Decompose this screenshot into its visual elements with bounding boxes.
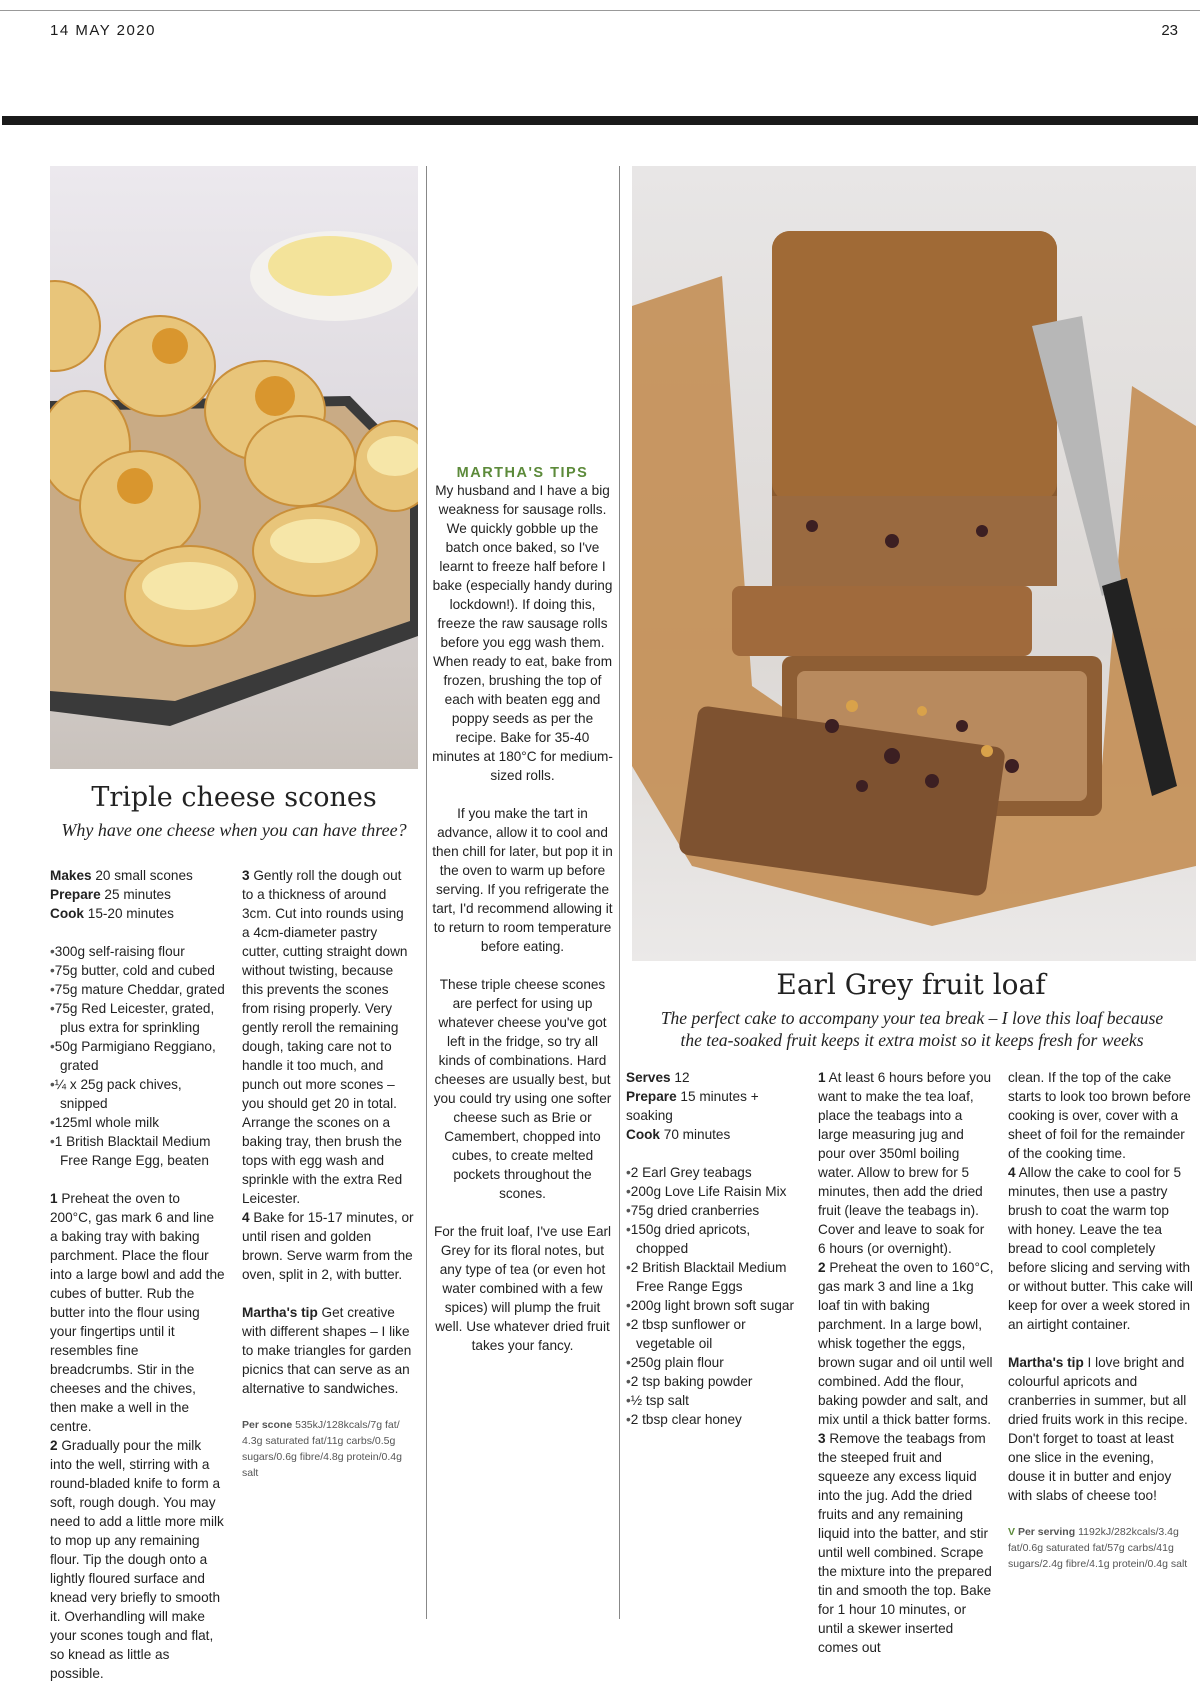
scones-makes: Makes 20 small scones [50, 868, 193, 883]
tips-paragraph-1: My husband and I have a big weakness for sausage rolls. We quickly gobble up the batch once baked, so I've learnt to freeze half before I bake (especially handy during lockdown!). If doing this, freeze the raw sausage rolls before you egg wash them. When ready to eat, bake from frozen, brushing the top of each with beaten egg and poppy seeds as per the recipe. Bake for 35-40 minutes at 180°C for medium-sized rolls. [432, 483, 613, 783]
loaf-step-1: 1 At least 6 hours before you want to make the tea loaf, place the teabags into a large measuring jug and pour over 350ml boiling water. Allow to brew for 5 minutes, then add the dried fruit (leave the teabags in). Cover and leave to soak for 6 hours (or overnight). [818, 1070, 992, 1256]
marthas-tips [432, 465, 613, 1355]
loaf-serves: Serves 12 [626, 1070, 690, 1085]
ingredient: • 2 tsp baking powder [626, 1372, 804, 1391]
ingredient: • 200g light brown soft sugar [626, 1296, 804, 1315]
scones-step-1: 1 Preheat the oven to 200°C, gas mark 6 and line a baking tray with baking parchment. Place the flour into a large bowl and add the cubes of butter. Rub the butter into the flour using your fingertips until it resembles fine breadcrumbs. Stir in the cheeses and the chives, then make a well in the centre. [50, 1191, 225, 1434]
scones-title: Triple cheese scones [91, 782, 377, 813]
tips-paragraph-2: If you make the tart in advance, allow it to cool and then chill for later, but pop it in the oven to warm up before serving. If you refrigerate the tart, I'd recommend allowing it to return to room temperature before eating. [432, 806, 613, 954]
loaf-column-2 [818, 1068, 994, 1657]
scones-ingredient-list [50, 942, 225, 1170]
ingredient: • 150g dried apricots, chopped [626, 1220, 804, 1258]
scones-step-4: 4 Bake for 15-17 minutes, or until risen and golden brown. Serve warm from the oven, split in 2, with butter. [242, 1210, 414, 1282]
ingredient: • 75g butter, cold and cubed [50, 961, 225, 980]
loaf-step-3-continued: clean. If the top of the cake starts to look too brown before cooking is over, cover with a sheet of foil for the remainder of the cooking time. [1008, 1070, 1191, 1161]
vegetarian-mark: V [1008, 1526, 1016, 1538]
loaf-tip: Martha's tip I love bright and colourful apricots and cranberries in summer, but all dried fruits work in this recipe. Don't forget to toast at least one slice in the evening, douse it in butter and enjoy with slabs of cheese too! [1008, 1355, 1188, 1503]
scones-step-2: 2 Gradually pour the milk into the well, stirring with a round-bladed knife to form a soft, rough dough. You may need to add a little more milk to mop up any remaining flour. Tip the dough onto a lightly floured surface and knead very briefly to smooth it. Overhandling will make your scones tough and flat, so knead as little as possible. [50, 1438, 224, 1681]
page-number: 23 [1161, 22, 1178, 39]
loaf-column-3 [1008, 1068, 1194, 1572]
loaf-standfirst: The perfect cake to accompany your tea break – I love this loaf because the tea-soaked fruit keeps it extra moist so it keeps fresh for weeks [660, 1008, 1164, 1050]
loaf-ingredient-list [626, 1163, 804, 1429]
loaf-cook: Cook 70 minutes [626, 1127, 731, 1142]
tips-heading: MARTHA'S TIPS [456, 465, 589, 481]
ingredient: • 125ml whole milk [50, 1113, 225, 1132]
ingredient: • 75g Red Leicester, grated, plus extra for sprinkling [50, 999, 225, 1037]
ingredient: • 200g Love Life Raisin Mix [626, 1182, 804, 1201]
ingredient: • 250g plain flour [626, 1353, 804, 1372]
ingredient: • 300g self-raising flour [50, 942, 225, 961]
scones-standfirst: Why have one cheese when you can have three? [61, 820, 407, 840]
top-rule [0, 10, 1200, 11]
scones-column-2 [242, 866, 414, 1481]
scones-illustration [50, 166, 418, 769]
column-rule-right [619, 166, 620, 1619]
ingredient: • 2 tbsp sunflower or vegetable oil [626, 1315, 804, 1353]
ingredient: • 2 Earl Grey teabags [626, 1163, 804, 1182]
scones-nutrition: Per scone 535kJ/128kcals/7g fat/ 4.3g saturated fat/11g carbs/0.5g sugars/0.6g fibre/4.8g protein/0.4g salt [242, 1419, 402, 1479]
scones-step-3: 3 Gently roll the dough out to a thickness of around 3cm. Cut into rounds using a 4cm-diameter pastry cutter, cutting straight down without twisting, because this prevents the scones from rising properly. Very gently reroll the remaining dough, taking care not to handle it too much, and punch out more scones – you should get 20 in total. Arrange the scones on a baking tray, then brush the tops with egg wash and sprinkle with the extra Red Leicester. [242, 868, 408, 1206]
ingredient: • ½ tsp salt [626, 1391, 804, 1410]
fruit-loaf-photo [632, 166, 1196, 961]
scones-prepare: Prepare 25 minutes [50, 887, 171, 902]
loaf-prepare: Prepare 15 minutes + soaking [626, 1089, 759, 1123]
issue-date: 14 MAY 2020 [50, 22, 157, 39]
ingredient: • 75g dried cranberries [626, 1201, 804, 1220]
loaf-step-2: 2 Preheat the oven to 160°C, gas mark 3 and line a 1kg loaf tin with baking parchment. In a large bowl, whisk together the eggs, brown sugar and oil until well combined. Add the flour, baking powder and salt, and mix until a thick batter forms. [818, 1260, 994, 1427]
ingredient: • 2 British Blacktail Medium Free Range Eggs [626, 1258, 804, 1296]
scones-tip: Martha's tip Get creative with different shapes – I like to make triangles for garden picnics that can serve as an alternative to sandwiches. [242, 1305, 412, 1396]
scones-photo [50, 166, 418, 769]
tips-paragraph-3: These triple cheese scones are perfect for using up whatever cheese you've got left in the fridge, so try all kinds of combinations. Hard cheeses are usually best, but you could try using one softer cheese such as Brie or Camembert, chopped into cubes, to create melted pockets throughout the scones. [433, 977, 612, 1201]
loaf-nutrition: V Per serving 1192kJ/282kcals/3.4g fat/0.6g saturated fat/57g carbs/41g sugars/2.4g fibre/4.1g protein/0.4g salt [1008, 1526, 1188, 1570]
ingredient: • 50g Parmigiano Reggiano, grated [50, 1037, 225, 1075]
header-bar [2, 116, 1198, 125]
column-rule-left [426, 166, 427, 1619]
tips-paragraph-4: For the fruit loaf, I've use Earl Grey for its floral notes, but any type of tea (or even hot water combined with a few spices) will plump the fruit well. Use whatever dried fruit takes your fancy. [433, 1224, 612, 1353]
ingredient: • ¼ x 25g pack chives, snipped [50, 1075, 225, 1113]
loaf-illustration [632, 166, 1196, 961]
loaf-step-3: 3 Remove the teabags from the steeped fruit and squeeze any excess liquid into the jug. Add the dried fruits and any remaining liquid into the batter, and stir until well combined. Scrape the mixture into the prepared tin and smooth the top. Bake for 1 hour 10 minutes, or until a skewer inserted comes out [818, 1431, 992, 1655]
loaf-step-4: 4 Allow the cake to cool for 5 minutes, then use a pastry brush to coat the warm top with honey. Leave the tea bread to cool completely before slicing and serving with or without butter. This cake will keep for over a week stored in an airtight container. [1008, 1165, 1193, 1332]
ingredient: • 2 tbsp clear honey [626, 1410, 804, 1429]
ingredient: • 1 British Blacktail Medium Free Range Egg, beaten [50, 1132, 225, 1170]
scones-cook: Cook 15-20 minutes [50, 906, 174, 921]
ingredient: • 75g mature Cheddar, grated [50, 980, 225, 999]
scones-column-1 [50, 866, 225, 1683]
loaf-title: Earl Grey fruit loaf [776, 968, 1046, 1001]
loaf-column-1 [626, 1068, 804, 1429]
